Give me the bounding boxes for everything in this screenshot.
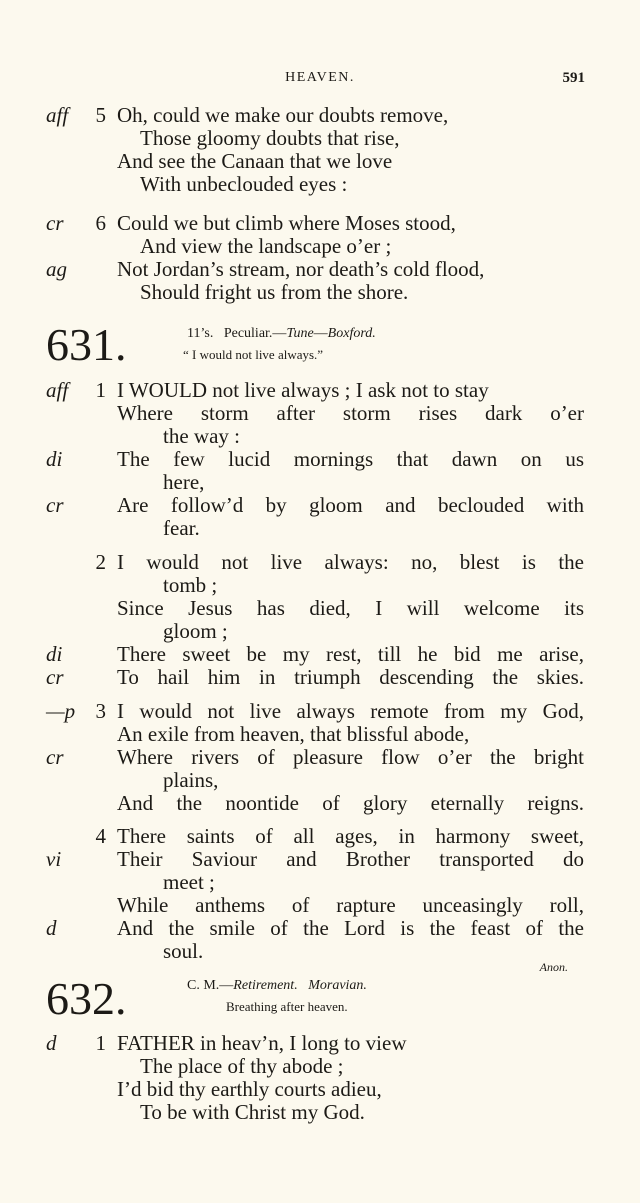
composer: Moravian. xyxy=(308,978,367,993)
running-header: HEAVEN. xyxy=(285,70,355,85)
dynamic-mark: cr xyxy=(46,745,64,769)
verse-text: I’d bid thy earthly courts adieu, xyxy=(117,1077,382,1101)
dynamic-mark: cr xyxy=(46,211,64,235)
verse-text: There sweet be my rest, till he bid me arise, xyxy=(117,642,584,666)
verse-line xyxy=(0,699,640,723)
tune-dash: — xyxy=(313,326,328,341)
verse-line xyxy=(0,596,640,620)
verse-text: meet ; xyxy=(163,870,215,894)
verse-line xyxy=(0,103,640,127)
verse-line xyxy=(0,847,640,871)
tune-label: Tune xyxy=(286,326,314,341)
verse-line xyxy=(0,619,640,643)
dynamic-mark: aff xyxy=(46,378,69,402)
stanza-number: 1 xyxy=(95,1031,106,1055)
verse-line xyxy=(0,1054,640,1078)
verse-text: I WOULD not live always ; I ask not to stay xyxy=(117,378,489,402)
verse-line xyxy=(0,642,640,666)
verse-text: Since Jesus has died, I will welcome its xyxy=(117,596,584,620)
verse-line xyxy=(0,791,640,815)
page-number: 591 xyxy=(562,70,585,86)
verse-line xyxy=(0,1031,640,1055)
verse-text: I would not live always: no, blest is the xyxy=(117,550,584,574)
verse-line xyxy=(0,573,640,597)
stanza-number: 2 xyxy=(95,550,106,574)
verse-text: An exile from heaven, that blissful abode, xyxy=(117,722,470,746)
verse-line xyxy=(0,665,640,689)
dynamic-mark: di xyxy=(46,642,63,666)
hymn-meter-line xyxy=(187,326,376,342)
verse-line xyxy=(0,1100,640,1124)
verse-text: Their Saviour and Brother transported do xyxy=(117,847,584,871)
verse-text: The few lucid mornings that dawn on us xyxy=(117,447,584,471)
dynamic-mark: d xyxy=(46,1031,57,1055)
verse-line xyxy=(0,126,640,150)
verse-line xyxy=(0,516,640,540)
verse-line xyxy=(0,824,640,848)
verse-line xyxy=(0,745,640,769)
verse-line xyxy=(0,257,640,281)
verse-line xyxy=(0,893,640,917)
verse-line xyxy=(0,172,640,196)
verse-text: Are follow’d by gloom and beclouded with xyxy=(117,493,584,517)
verse-text: here, xyxy=(163,470,205,494)
verse-text: While anthems of rapture unceasingly roll, xyxy=(117,893,584,917)
verse-text: Where rivers of pleasure flow o’er the bright xyxy=(117,745,584,769)
verse-line xyxy=(0,916,640,940)
verse-text: Those gloomy doubts that rise, xyxy=(140,126,400,150)
verse-line xyxy=(0,401,640,425)
verse-text: There saints of all ages, in harmony sweet, xyxy=(117,824,584,848)
verse-text: FATHER in heav’n, I long to view xyxy=(117,1031,407,1055)
hymn-subtitle: “ I would not live always.” xyxy=(183,347,324,362)
verse-line xyxy=(0,211,640,235)
verse-text: To hail him in triumph descending the skies. xyxy=(117,665,584,689)
verse-text: I would not live always remote from my God, xyxy=(117,699,584,723)
hymn-meter-line xyxy=(187,978,367,994)
dynamic-mark: cr xyxy=(46,493,64,517)
stanza-number: 5 xyxy=(95,103,106,127)
dynamic-mark: —p xyxy=(46,699,76,723)
hymn-author: Anon. xyxy=(539,960,568,974)
dynamic-mark: ag xyxy=(46,257,67,281)
tune-name: Retirement. xyxy=(233,978,298,993)
hymn-subtitle: Breathing after heaven. xyxy=(226,999,348,1014)
verse-text: the way : xyxy=(163,424,240,448)
verse-text: soul. xyxy=(163,939,204,963)
verse-text: Should fright us from the shore. xyxy=(140,280,409,304)
verse-line xyxy=(0,280,640,304)
stanza-number: 1 xyxy=(95,378,106,402)
verse-text: To be with Christ my God. xyxy=(140,1100,365,1124)
verse-text: Where storm after storm rises dark o’er xyxy=(117,401,584,425)
dynamic-mark: aff xyxy=(46,103,69,127)
verse-text: And view the landscape o’er ; xyxy=(140,234,392,258)
meter: 11’s. xyxy=(187,326,214,341)
hymn-number: 632. xyxy=(46,973,127,1024)
verse-line xyxy=(0,378,640,402)
verse-line xyxy=(0,722,640,746)
verse-text: With unbeclouded eyes : xyxy=(140,172,348,196)
verse-text: fear. xyxy=(163,516,200,540)
dynamic-mark: d xyxy=(46,916,57,940)
dynamic-mark: vi xyxy=(46,847,62,871)
hymn-number: 631. xyxy=(46,319,127,370)
verse-line xyxy=(0,1077,640,1101)
verse-line xyxy=(0,234,640,258)
verse-line xyxy=(0,470,640,494)
verse-line xyxy=(0,550,640,574)
stanza-number: 6 xyxy=(95,211,106,235)
stanza-number: 3 xyxy=(95,699,106,723)
verse-line xyxy=(0,870,640,894)
meter: C. M.— xyxy=(187,978,234,993)
verse-line xyxy=(0,424,640,448)
verse-line xyxy=(0,447,640,471)
dynamic-mark: cr xyxy=(46,665,64,689)
tune-name: Boxford. xyxy=(327,326,376,341)
verse-text: gloom ; xyxy=(163,619,228,643)
verse-text: The place of thy abode ; xyxy=(140,1054,344,1078)
verse-text: plains, xyxy=(163,768,219,792)
verse-line xyxy=(0,768,640,792)
verse-text: And the noontide of glory eternally reigns. xyxy=(117,791,584,815)
meter-name: Peculiar.— xyxy=(223,326,287,341)
verse-line xyxy=(0,493,640,517)
stanza-number: 4 xyxy=(95,824,106,848)
dynamic-mark: di xyxy=(46,447,63,471)
verse-text: Not Jordan’s stream, nor death’s cold flood, xyxy=(117,257,485,281)
verse-text: And the smile of the Lord is the feast of the xyxy=(117,916,584,940)
verse-text: Oh, could we make our doubts remove, xyxy=(117,103,449,127)
verse-text: Could we but climb where Moses stood, xyxy=(117,211,456,235)
verse-text: tomb ; xyxy=(163,573,218,597)
verse-text: And see the Canaan that we love xyxy=(117,149,393,173)
verse-line xyxy=(0,149,640,173)
